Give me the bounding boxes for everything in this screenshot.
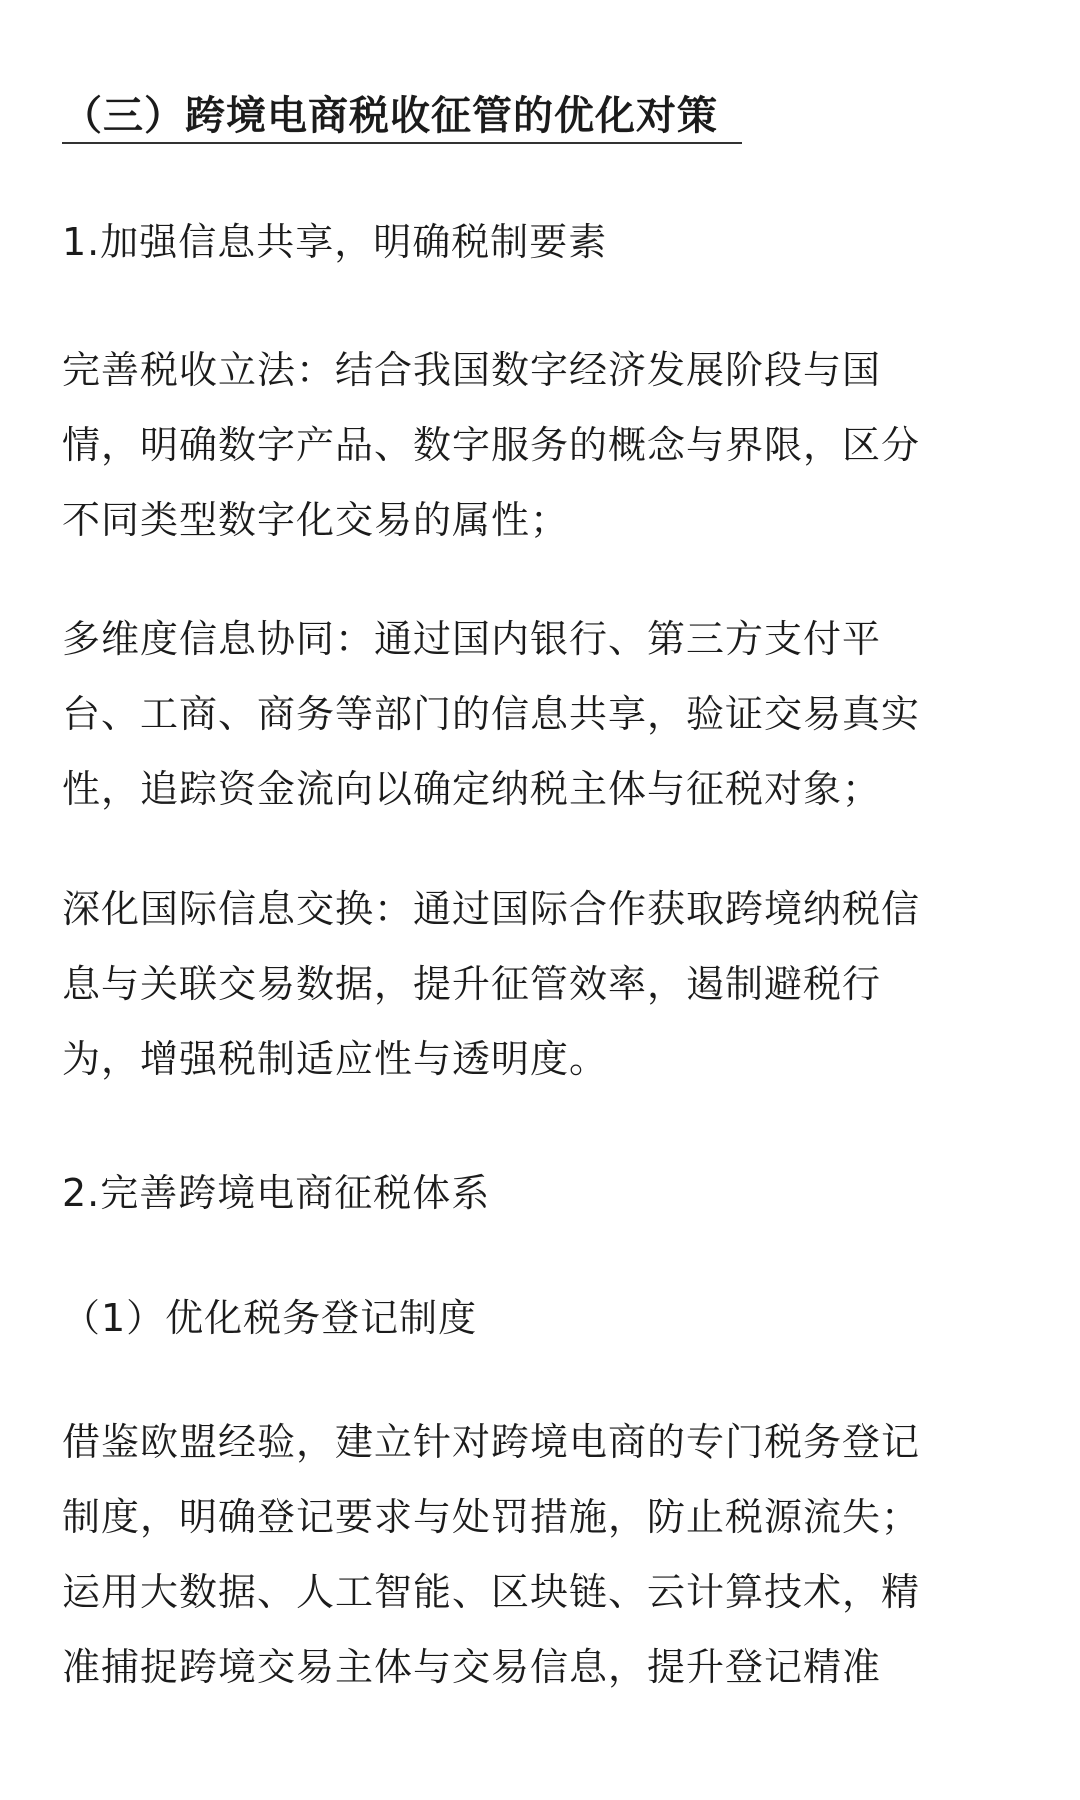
paragraph-line: 息与关联交易数据，提升征管效率，遏制避税行 <box>62 962 882 1006</box>
paragraph-line: 不同类型数字化交易的属性； <box>62 498 570 542</box>
section1-title: 1.加强信息共享，明确税制要素 <box>62 220 608 264</box>
paragraph-line: 借鉴欧盟经验，建立针对跨境电商的专门税务登记 <box>62 1420 921 1464</box>
paragraph-line: 情，明确数字产品、数字服务的概念与界限，区分 <box>62 423 921 467</box>
heading-underline <box>62 142 742 144</box>
paragraph-international-exchange <box>62 872 1022 1097</box>
paragraph-line: 完善税收立法：结合我国数字经济发展阶段与国 <box>62 348 882 392</box>
subsection1-title: （1）优化税务登记制度 <box>62 1296 478 1340</box>
paragraph-line: 制度，明确登记要求与处罚措施，防止税源流失； <box>62 1495 921 1539</box>
paragraph-legislation <box>62 333 1022 558</box>
paragraph-tax-registration <box>62 1405 1022 1705</box>
paragraph-line: 为，增强税制适应性与透明度。 <box>62 1037 609 1081</box>
paragraph-line: 台、工商、商务等部门的信息共享，验证交易真实 <box>62 692 921 736</box>
section-heading: （三）跨境电商税收征管的优化对策 <box>62 93 718 139</box>
paragraph-line: 深化国际信息交换：通过国际合作获取跨境纳税信 <box>62 887 921 931</box>
paragraph-line: 运用大数据、人工智能、区块链、云计算技术，精 <box>62 1570 921 1614</box>
paragraph-line: 性，追踪资金流向以确定纳税主体与征税对象； <box>62 767 882 811</box>
section2-title: 2.完善跨境电商征税体系 <box>62 1171 491 1215</box>
paragraph-line: 准捕捉跨境交易主体与交易信息，提升登记精准 <box>62 1645 882 1689</box>
paragraph-info-collaboration <box>62 602 1022 827</box>
paragraph-line: 多维度信息协同：通过国内银行、第三方支付平 <box>62 617 882 661</box>
